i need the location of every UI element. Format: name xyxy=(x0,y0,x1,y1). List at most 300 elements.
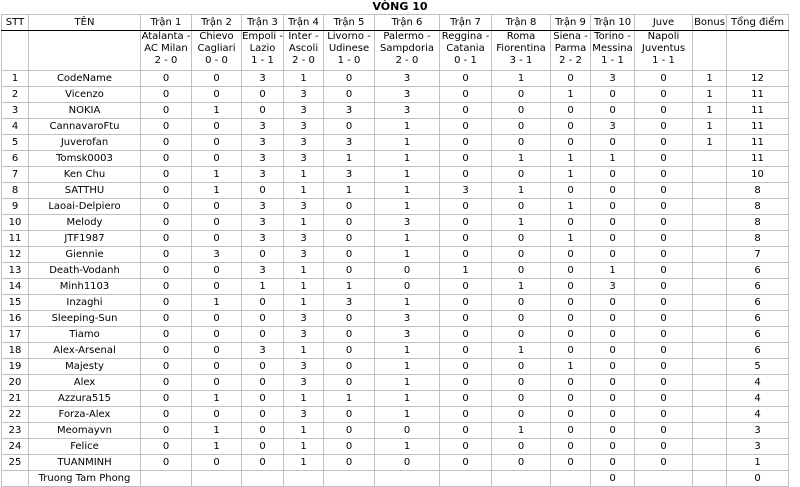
name-cell[interactable]: Ken Chu xyxy=(29,167,141,183)
points-cell[interactable]: 0 xyxy=(635,135,693,151)
bonus-cell[interactable] xyxy=(693,247,727,263)
total-cell[interactable]: 11 xyxy=(727,87,789,103)
points-cell[interactable]: 3 xyxy=(242,71,284,87)
points-cell[interactable]: 1 xyxy=(284,279,324,295)
name-cell[interactable]: CodeName xyxy=(29,71,141,87)
points-cell[interactable]: 0 xyxy=(242,327,284,343)
empty-cell[interactable] xyxy=(727,31,789,71)
name-cell[interactable]: Tiamo xyxy=(29,327,141,343)
bonus-cell[interactable] xyxy=(693,391,727,407)
bonus-cell[interactable] xyxy=(693,199,727,215)
points-cell[interactable]: 1 xyxy=(551,87,591,103)
points-cell[interactable] xyxy=(141,471,192,487)
name-cell[interactable]: Meomayvn xyxy=(29,423,141,439)
points-cell[interactable]: 0 xyxy=(440,151,492,167)
points-cell[interactable]: 0 xyxy=(440,439,492,455)
name-cell[interactable]: Inzaghi xyxy=(29,295,141,311)
round-header[interactable]: Trận 9 xyxy=(551,15,591,31)
points-cell[interactable]: 1 xyxy=(375,151,440,167)
points-cell[interactable]: 0 xyxy=(141,199,192,215)
name-cell[interactable]: Tomsk0003 xyxy=(29,151,141,167)
points-cell[interactable]: 3 xyxy=(284,407,324,423)
points-cell[interactable]: 0 xyxy=(551,375,591,391)
points-cell[interactable]: 0 xyxy=(440,391,492,407)
stt-cell[interactable]: 6 xyxy=(2,151,29,167)
points-cell[interactable]: 0 xyxy=(141,375,192,391)
points-cell[interactable]: 0 xyxy=(440,215,492,231)
bonus-cell[interactable] xyxy=(693,471,727,487)
points-cell[interactable]: 1 xyxy=(192,439,242,455)
points-cell[interactable]: 0 xyxy=(591,423,635,439)
points-cell[interactable]: 0 xyxy=(635,327,693,343)
points-cell[interactable]: 1 xyxy=(375,439,440,455)
points-cell[interactable]: 3 xyxy=(242,231,284,247)
points-cell[interactable]: 0 xyxy=(551,327,591,343)
points-cell[interactable]: 0 xyxy=(324,71,375,87)
points-cell[interactable]: 0 xyxy=(492,407,551,423)
points-cell[interactable]: 0 xyxy=(635,375,693,391)
points-cell[interactable]: 0 xyxy=(635,311,693,327)
points-cell[interactable]: 0 xyxy=(591,167,635,183)
points-cell[interactable]: 0 xyxy=(141,135,192,151)
points-cell[interactable]: 0 xyxy=(141,87,192,103)
total-cell[interactable]: 6 xyxy=(727,295,789,311)
total-cell[interactable]: 6 xyxy=(727,311,789,327)
points-cell[interactable]: 3 xyxy=(375,311,440,327)
points-cell[interactable] xyxy=(375,471,440,487)
round-header[interactable]: Trận 8 xyxy=(492,15,551,31)
points-cell[interactable]: 0 xyxy=(141,247,192,263)
points-cell[interactable]: 1 xyxy=(551,151,591,167)
points-cell[interactable]: 3 xyxy=(284,199,324,215)
points-cell[interactable]: 0 xyxy=(591,343,635,359)
round-header[interactable]: Trận 6 xyxy=(375,15,440,31)
points-cell[interactable]: 1 xyxy=(375,199,440,215)
stt-cell[interactable]: 5 xyxy=(2,135,29,151)
points-cell[interactable]: 3 xyxy=(375,215,440,231)
points-cell[interactable]: 0 xyxy=(192,119,242,135)
points-cell[interactable]: 0 xyxy=(324,439,375,455)
bonus-cell[interactable] xyxy=(693,295,727,311)
points-cell[interactable]: 0 xyxy=(635,423,693,439)
match-cell[interactable] xyxy=(440,31,492,71)
points-cell[interactable]: 0 xyxy=(635,391,693,407)
points-cell[interactable]: 3 xyxy=(284,247,324,263)
points-cell[interactable]: 1 xyxy=(375,247,440,263)
points-cell[interactable]: 1 xyxy=(492,183,551,199)
total-cell[interactable]: 10 xyxy=(727,167,789,183)
points-cell[interactable]: 0 xyxy=(242,439,284,455)
match-cell[interactable] xyxy=(635,31,693,71)
points-cell[interactable]: 1 xyxy=(324,151,375,167)
points-cell[interactable]: 0 xyxy=(551,439,591,455)
points-cell[interactable]: 0 xyxy=(591,327,635,343)
points-cell[interactable]: 0 xyxy=(440,311,492,327)
points-cell[interactable]: 0 xyxy=(324,215,375,231)
points-cell[interactable]: 0 xyxy=(440,135,492,151)
points-cell[interactable]: 0 xyxy=(141,455,192,471)
empty-cell[interactable] xyxy=(693,31,727,71)
points-cell[interactable]: 3 xyxy=(375,327,440,343)
name-cell[interactable]: TUANMINH xyxy=(29,455,141,471)
bonus-cell[interactable] xyxy=(693,439,727,455)
points-cell[interactable]: 0 xyxy=(242,391,284,407)
round-header[interactable]: Trận 5 xyxy=(324,15,375,31)
stt-cell[interactable]: 15 xyxy=(2,295,29,311)
total-cell[interactable]: 6 xyxy=(727,263,789,279)
stt-cell[interactable]: 22 xyxy=(2,407,29,423)
points-cell[interactable]: 3 xyxy=(284,151,324,167)
name-cell[interactable]: Death-Vodanh xyxy=(29,263,141,279)
points-cell[interactable]: 0 xyxy=(440,87,492,103)
points-cell[interactable]: 1 xyxy=(440,263,492,279)
points-cell[interactable]: 0 xyxy=(192,359,242,375)
points-cell[interactable]: 0 xyxy=(242,311,284,327)
points-cell[interactable]: 0 xyxy=(551,343,591,359)
match-cell[interactable] xyxy=(375,31,440,71)
points-cell[interactable]: 3 xyxy=(242,167,284,183)
points-cell[interactable]: 1 xyxy=(492,343,551,359)
points-cell[interactable]: 0 xyxy=(141,279,192,295)
points-cell[interactable] xyxy=(242,471,284,487)
points-cell[interactable]: 0 xyxy=(492,439,551,455)
total-cell[interactable]: 4 xyxy=(727,407,789,423)
stt-cell[interactable]: 20 xyxy=(2,375,29,391)
points-cell[interactable]: 0 xyxy=(492,295,551,311)
points-cell[interactable]: 0 xyxy=(591,199,635,215)
total-cell[interactable]: 6 xyxy=(727,279,789,295)
points-cell[interactable]: 1 xyxy=(324,183,375,199)
points-cell[interactable]: 1 xyxy=(591,263,635,279)
total-cell[interactable]: 12 xyxy=(727,71,789,87)
points-cell[interactable] xyxy=(192,471,242,487)
points-cell[interactable]: 0 xyxy=(192,279,242,295)
match-cell[interactable] xyxy=(591,31,635,71)
name-cell[interactable]: SATTHU xyxy=(29,183,141,199)
points-cell[interactable]: 0 xyxy=(440,343,492,359)
points-cell[interactable]: 1 xyxy=(492,423,551,439)
points-cell[interactable]: 0 xyxy=(551,183,591,199)
points-cell[interactable]: 0 xyxy=(440,423,492,439)
points-cell[interactable]: 1 xyxy=(375,359,440,375)
points-cell[interactable]: 0 xyxy=(492,263,551,279)
points-cell[interactable]: 0 xyxy=(635,183,693,199)
points-cell[interactable]: 1 xyxy=(192,103,242,119)
points-cell[interactable]: 0 xyxy=(324,247,375,263)
round-header[interactable]: Trận 7 xyxy=(440,15,492,31)
points-cell[interactable]: 0 xyxy=(440,119,492,135)
name-cell[interactable]: Alex-Arsenal xyxy=(29,343,141,359)
bonus-cell[interactable] xyxy=(693,327,727,343)
bonus-cell[interactable] xyxy=(693,423,727,439)
points-cell[interactable]: 0 xyxy=(551,119,591,135)
points-cell[interactable]: 0 xyxy=(635,167,693,183)
points-cell[interactable]: 3 xyxy=(284,359,324,375)
match-cell[interactable] xyxy=(324,31,375,71)
bonus-cell[interactable]: 1 xyxy=(693,87,727,103)
bonus-cell[interactable]: 1 xyxy=(693,135,727,151)
match-cell[interactable] xyxy=(492,31,551,71)
total-cell[interactable]: 0 xyxy=(727,471,789,487)
points-cell[interactable] xyxy=(440,471,492,487)
points-cell[interactable]: 0 xyxy=(591,247,635,263)
name-cell[interactable]: Truong Tam Phong xyxy=(29,471,141,487)
points-cell[interactable]: 0 xyxy=(141,391,192,407)
points-cell[interactable]: 0 xyxy=(440,359,492,375)
points-cell[interactable]: 0 xyxy=(635,359,693,375)
points-cell[interactable]: 0 xyxy=(492,199,551,215)
points-cell[interactable]: 0 xyxy=(492,455,551,471)
points-cell[interactable]: 1 xyxy=(284,263,324,279)
points-cell[interactable]: 1 xyxy=(375,343,440,359)
bonus-cell[interactable] xyxy=(693,167,727,183)
bonus-cell[interactable]: 1 xyxy=(693,103,727,119)
points-cell[interactable]: 0 xyxy=(242,455,284,471)
points-cell[interactable]: 0 xyxy=(635,71,693,87)
points-cell[interactable]: 1 xyxy=(324,391,375,407)
points-cell[interactable] xyxy=(324,471,375,487)
stt-cell[interactable]: 14 xyxy=(2,279,29,295)
points-cell[interactable]: 0 xyxy=(141,295,192,311)
points-cell[interactable]: 0 xyxy=(375,423,440,439)
points-cell[interactable]: 0 xyxy=(591,231,635,247)
points-cell[interactable]: 1 xyxy=(284,423,324,439)
points-cell[interactable]: 1 xyxy=(284,215,324,231)
stt-cell[interactable]: 18 xyxy=(2,343,29,359)
points-cell[interactable]: 0 xyxy=(141,183,192,199)
points-cell[interactable]: 0 xyxy=(591,407,635,423)
stt-cell[interactable]: 19 xyxy=(2,359,29,375)
points-cell[interactable]: 0 xyxy=(375,455,440,471)
total-cell[interactable]: 7 xyxy=(727,247,789,263)
points-cell[interactable]: 0 xyxy=(192,455,242,471)
points-cell[interactable]: 3 xyxy=(284,231,324,247)
points-cell[interactable]: 0 xyxy=(551,279,591,295)
points-cell[interactable]: 0 xyxy=(551,423,591,439)
points-cell[interactable]: 3 xyxy=(284,327,324,343)
points-cell[interactable]: 1 xyxy=(375,183,440,199)
total-cell[interactable]: 6 xyxy=(727,327,789,343)
bonus-cell[interactable] xyxy=(693,407,727,423)
points-cell[interactable]: 1 xyxy=(284,295,324,311)
points-cell[interactable]: 0 xyxy=(635,343,693,359)
total-cell[interactable]: 11 xyxy=(727,119,789,135)
points-cell[interactable]: 3 xyxy=(440,183,492,199)
points-cell[interactable]: 0 xyxy=(141,359,192,375)
stt-cell[interactable]: 8 xyxy=(2,183,29,199)
points-cell[interactable]: 0 xyxy=(635,247,693,263)
points-cell[interactable] xyxy=(284,471,324,487)
points-cell[interactable]: 3 xyxy=(324,295,375,311)
points-cell[interactable]: 0 xyxy=(591,87,635,103)
points-cell[interactable]: 0 xyxy=(635,87,693,103)
points-cell[interactable]: 0 xyxy=(242,295,284,311)
name-cell[interactable]: Alex xyxy=(29,375,141,391)
points-cell[interactable]: 0 xyxy=(492,327,551,343)
points-cell[interactable]: 0 xyxy=(192,327,242,343)
points-cell[interactable]: 3 xyxy=(324,167,375,183)
points-cell[interactable]: 0 xyxy=(591,375,635,391)
points-cell[interactable]: 1 xyxy=(284,167,324,183)
points-cell[interactable]: 0 xyxy=(440,71,492,87)
points-cell[interactable]: 0 xyxy=(192,407,242,423)
stt-cell[interactable]: 21 xyxy=(2,391,29,407)
points-cell[interactable]: 0 xyxy=(141,71,192,87)
stt-cell[interactable]: 3 xyxy=(2,103,29,119)
bonus-cell[interactable] xyxy=(693,231,727,247)
points-cell[interactable]: 0 xyxy=(324,327,375,343)
match-cell[interactable] xyxy=(192,31,242,71)
total-cell[interactable]: 8 xyxy=(727,215,789,231)
points-cell[interactable]: 0 xyxy=(440,167,492,183)
points-cell[interactable]: 1 xyxy=(551,199,591,215)
points-cell[interactable]: 0 xyxy=(492,167,551,183)
points-cell[interactable]: 0 xyxy=(440,247,492,263)
points-cell[interactable]: 0 xyxy=(492,87,551,103)
points-cell[interactable]: 0 xyxy=(551,215,591,231)
points-cell[interactable]: 0 xyxy=(492,247,551,263)
empty-cell[interactable] xyxy=(29,31,141,71)
stt-cell[interactable]: 25 xyxy=(2,455,29,471)
points-cell[interactable]: 3 xyxy=(375,71,440,87)
round-header[interactable]: Trận 1 xyxy=(141,15,192,31)
stt-cell[interactable]: 10 xyxy=(2,215,29,231)
points-cell[interactable]: 0 xyxy=(141,231,192,247)
total-cell[interactable]: 3 xyxy=(727,423,789,439)
points-cell[interactable]: 1 xyxy=(375,295,440,311)
points-cell[interactable]: 3 xyxy=(284,135,324,151)
points-cell[interactable]: 0 xyxy=(324,359,375,375)
points-cell[interactable]: 1 xyxy=(284,343,324,359)
points-cell[interactable]: 1 xyxy=(551,167,591,183)
points-cell[interactable]: 0 xyxy=(324,87,375,103)
points-cell[interactable]: 3 xyxy=(284,311,324,327)
points-cell[interactable]: 0 xyxy=(324,119,375,135)
points-cell[interactable]: 0 xyxy=(551,455,591,471)
total-cell[interactable]: 11 xyxy=(727,135,789,151)
points-cell[interactable]: 0 xyxy=(635,263,693,279)
points-cell[interactable]: 1 xyxy=(375,375,440,391)
points-cell[interactable]: 0 xyxy=(635,199,693,215)
points-cell[interactable]: 0 xyxy=(242,87,284,103)
bonus-cell[interactable] xyxy=(693,279,727,295)
points-cell[interactable]: 0 xyxy=(141,423,192,439)
match-cell[interactable] xyxy=(242,31,284,71)
match-cell[interactable] xyxy=(284,31,324,71)
points-cell[interactable]: 0 xyxy=(492,359,551,375)
points-cell[interactable]: 0 xyxy=(141,151,192,167)
points-cell[interactable]: 0 xyxy=(440,199,492,215)
points-cell[interactable]: 0 xyxy=(551,391,591,407)
total-cell[interactable]: 1 xyxy=(727,455,789,471)
points-cell[interactable]: 0 xyxy=(192,151,242,167)
points-cell[interactable]: 3 xyxy=(192,247,242,263)
bonus-header[interactable]: Bonus xyxy=(693,15,727,31)
points-cell[interactable]: 1 xyxy=(492,71,551,87)
points-cell[interactable]: 1 xyxy=(551,359,591,375)
round-header[interactable]: Trận 2 xyxy=(192,15,242,31)
bonus-cell[interactable] xyxy=(693,151,727,167)
points-cell[interactable]: 1 xyxy=(492,279,551,295)
points-cell[interactable]: 0 xyxy=(324,199,375,215)
points-cell[interactable]: 0 xyxy=(551,263,591,279)
points-cell[interactable]: 3 xyxy=(242,215,284,231)
round-header[interactable]: Juve xyxy=(635,15,693,31)
stt-cell[interactable]: 17 xyxy=(2,327,29,343)
stt-cell[interactable]: 2 xyxy=(2,87,29,103)
points-cell[interactable]: 0 xyxy=(440,231,492,247)
points-cell[interactable]: 1 xyxy=(591,151,635,167)
points-cell[interactable]: 1 xyxy=(284,391,324,407)
points-cell[interactable]: 0 xyxy=(375,279,440,295)
points-cell[interactable]: 3 xyxy=(242,199,284,215)
points-cell[interactable]: 1 xyxy=(551,231,591,247)
points-cell[interactable]: 3 xyxy=(591,119,635,135)
points-cell[interactable]: 0 xyxy=(492,375,551,391)
points-cell[interactable]: 1 xyxy=(192,391,242,407)
match-cell[interactable] xyxy=(551,31,591,71)
points-cell[interactable]: 0 xyxy=(440,279,492,295)
bonus-cell[interactable] xyxy=(693,263,727,279)
points-cell[interactable]: 0 xyxy=(440,295,492,311)
points-cell[interactable]: 0 xyxy=(192,311,242,327)
points-cell[interactable]: 0 xyxy=(635,439,693,455)
points-cell[interactable]: 0 xyxy=(141,311,192,327)
total-cell[interactable]: 5 xyxy=(727,359,789,375)
points-cell[interactable]: 0 xyxy=(635,407,693,423)
points-cell[interactable]: 0 xyxy=(141,263,192,279)
name-cell[interactable]: Minh1103 xyxy=(29,279,141,295)
name-cell[interactable]: NOKIA xyxy=(29,103,141,119)
stt-cell[interactable]: 16 xyxy=(2,311,29,327)
points-cell[interactable]: 3 xyxy=(284,119,324,135)
points-cell[interactable]: 0 xyxy=(591,215,635,231)
points-cell[interactable]: 0 xyxy=(192,87,242,103)
points-cell[interactable]: 1 xyxy=(375,391,440,407)
points-cell[interactable]: 0 xyxy=(492,311,551,327)
name-cell[interactable]: Sleeping-Sun xyxy=(29,311,141,327)
points-cell[interactable]: 1 xyxy=(492,151,551,167)
round-header[interactable]: Trận 3 xyxy=(242,15,284,31)
points-cell[interactable]: 0 xyxy=(192,231,242,247)
name-cell[interactable]: Majesty xyxy=(29,359,141,375)
points-cell[interactable]: 0 xyxy=(591,311,635,327)
points-cell[interactable]: 0 xyxy=(440,327,492,343)
points-cell[interactable]: 0 xyxy=(141,215,192,231)
name-cell[interactable]: JTF1987 xyxy=(29,231,141,247)
stt-cell[interactable] xyxy=(2,471,29,487)
points-cell[interactable]: 0 xyxy=(635,215,693,231)
stt-cell[interactable]: 11 xyxy=(2,231,29,247)
name-cell[interactable]: Azzura515 xyxy=(29,391,141,407)
stt-cell[interactable]: 4 xyxy=(2,119,29,135)
total-cell[interactable]: 6 xyxy=(727,343,789,359)
empty-cell[interactable] xyxy=(2,31,29,71)
points-cell[interactable]: 1 xyxy=(375,407,440,423)
points-cell[interactable] xyxy=(551,471,591,487)
points-cell[interactable]: 3 xyxy=(324,103,375,119)
name-cell[interactable]: Laoai-Delpiero xyxy=(29,199,141,215)
bonus-cell[interactable] xyxy=(693,359,727,375)
name-cell[interactable]: Giennie xyxy=(29,247,141,263)
points-cell[interactable]: 0 xyxy=(242,423,284,439)
points-cell[interactable]: 0 xyxy=(551,103,591,119)
total-cell[interactable]: 3 xyxy=(727,439,789,455)
points-cell[interactable]: 0 xyxy=(192,215,242,231)
points-cell[interactable]: 1 xyxy=(375,167,440,183)
bonus-cell[interactable] xyxy=(693,375,727,391)
points-cell[interactable]: 3 xyxy=(242,151,284,167)
